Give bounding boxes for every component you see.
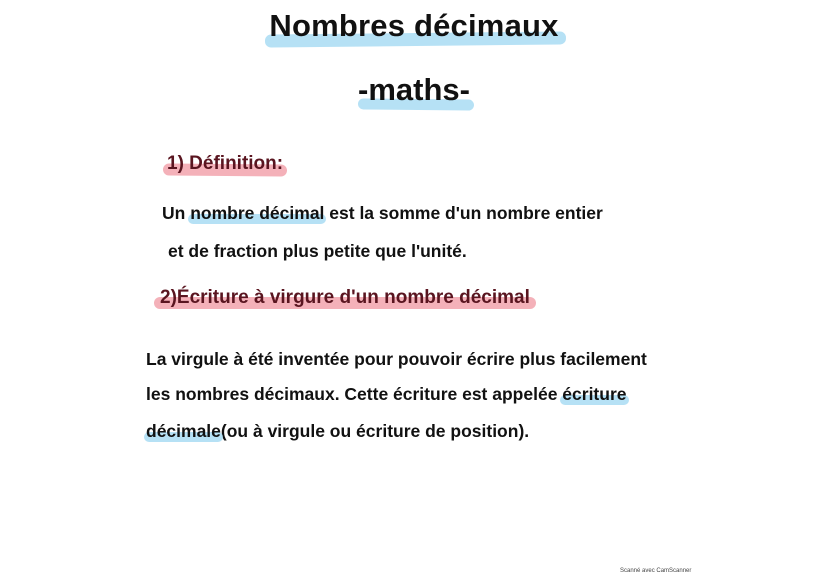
section-2-heading-text: 2)Écriture à virgure d'un nombre décimal xyxy=(160,287,530,308)
title-text: Nombres décimaux xyxy=(269,8,559,43)
highlighted-term-decimale: décimale xyxy=(146,421,221,441)
definition-line-1-pre: Un xyxy=(162,203,191,223)
section-1-heading-text: 1) Définition: xyxy=(167,153,284,174)
section-2-line-3 xyxy=(146,421,529,442)
page-subtitle xyxy=(0,72,828,108)
definition-line-1 xyxy=(162,203,603,224)
definition-line-1-post: est la somme d'un nombre entier xyxy=(324,203,603,223)
section-1-heading xyxy=(167,153,283,175)
subtitle-text: -maths- xyxy=(358,72,470,107)
section-2-line-2-pre: les nombres décimaux. Cette écriture est appelée xyxy=(146,384,563,404)
highlighted-term-nombre-decimal: nombre décimal xyxy=(190,203,325,223)
definition-line-2: et de fraction plus petite que l'unité. xyxy=(168,241,467,261)
highlighted-term-ecriture: écriture xyxy=(562,384,627,404)
scanner-watermark: Scanné avec CamScanner xyxy=(620,568,692,574)
section-2-line-3-post: (ou à virgule ou écriture de position). xyxy=(220,421,530,441)
section-2-heading xyxy=(160,287,530,309)
section-2-line-1: La virgule à été inventée pour pouvoir écrire plus facilement xyxy=(146,349,647,369)
section-2-line-2 xyxy=(146,384,627,405)
page-title xyxy=(0,8,828,44)
